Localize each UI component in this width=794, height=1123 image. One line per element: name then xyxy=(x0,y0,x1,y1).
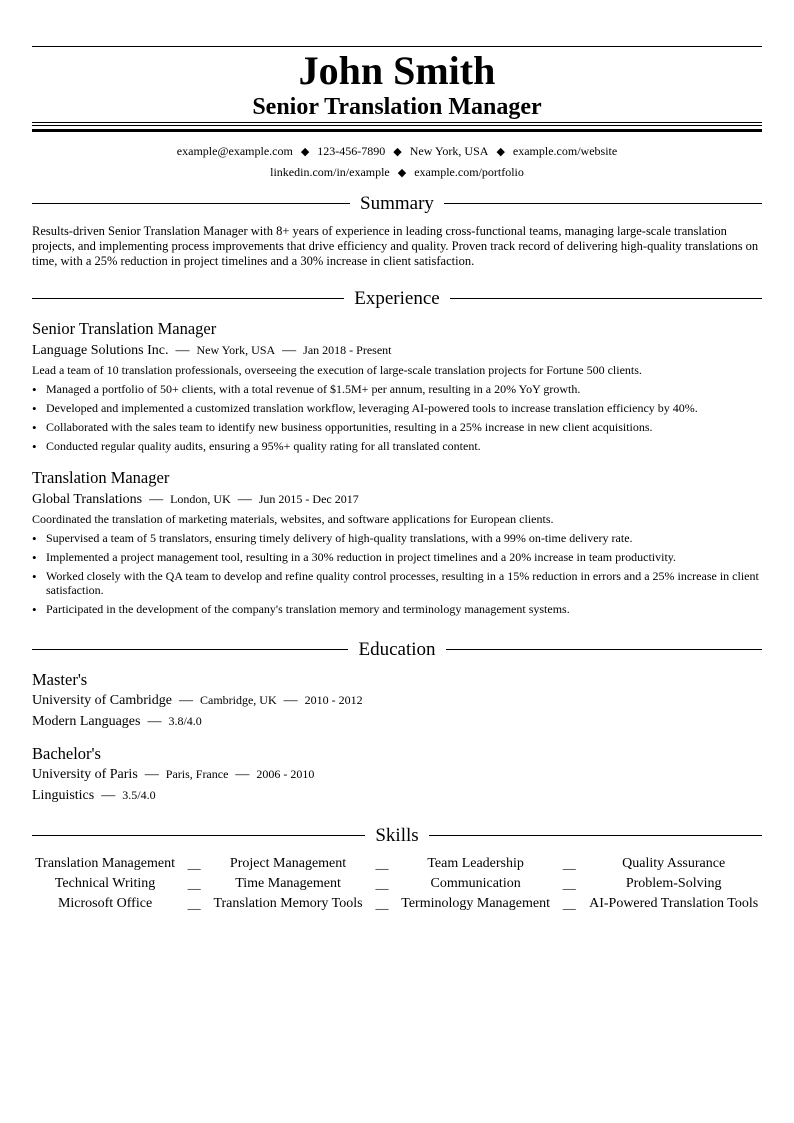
field-of-study: Modern Languages xyxy=(32,714,141,729)
section-title: Summary xyxy=(350,193,444,214)
list-item: • Worked closely with the QA team to develop and refine quality control processes, resulting in a 15% reduction in errors and a 25% increase in client satisfaction. xyxy=(32,569,762,597)
section-title: Education xyxy=(348,639,445,660)
field-of-study: Linguistics xyxy=(32,788,95,803)
section-heading-education xyxy=(32,638,762,662)
skills-table xyxy=(32,854,762,914)
list-item: • Supervised a team of 5 translators, ensuring timely delivery of high-quality translations, with a 99% on-time delivery rate. xyxy=(32,531,762,545)
dash-separator: — xyxy=(144,767,159,782)
contact-line-1 xyxy=(32,143,762,160)
school-location: Cambridge, UK xyxy=(199,693,277,707)
header-rule xyxy=(32,122,762,123)
list-item: • Participated in the development of the company's translation memory and terminology management systems. xyxy=(32,602,762,616)
contact-email[interactable]: example@example.com xyxy=(176,144,293,158)
job-location: London, UK xyxy=(170,492,231,506)
diamond-icon: ◆ xyxy=(496,146,505,158)
education-entry xyxy=(32,744,762,806)
education-field-line xyxy=(32,785,762,806)
dash-separator: — xyxy=(147,714,162,729)
skill-item: Team Leadership xyxy=(427,856,524,871)
skill-item: Project Management xyxy=(229,856,347,871)
company-name: Language Solutions Inc. xyxy=(32,343,169,358)
summary-text: Results-driven Senior Translation Manager with 8+ years of experience in leading cross-functional teams, managing large-scale translation projects, and implementing process improvements that drive efficiency and quality. Proven track record of delivering high-quality translations on time, with a 25% reduction in project timelines and a 30% increase in client satisfaction. xyxy=(32,224,759,268)
dash-separator: — xyxy=(101,788,116,803)
degree: Master's xyxy=(32,670,88,689)
section-heading-experience xyxy=(32,287,762,311)
skill-separator: __ xyxy=(562,876,576,891)
job-dates: Jan 2018 - Present xyxy=(303,343,392,357)
contact-location: New York, USA xyxy=(409,144,489,158)
diamond-icon: ◆ xyxy=(397,167,407,179)
skill-item: Translation Management xyxy=(35,856,175,871)
job-title: Senior Translation Manager xyxy=(32,319,217,338)
experience-entry xyxy=(32,319,762,458)
job-description: Coordinated the translation of marketing materials, websites, and software applications for European clients. xyxy=(32,512,554,526)
diamond-icon: ◆ xyxy=(300,146,310,158)
dash-separator: — xyxy=(237,492,252,507)
skills-row xyxy=(32,874,762,894)
candidate-title: Senior Translation Manager xyxy=(252,94,542,120)
contact-line-2 xyxy=(32,164,762,181)
skill-separator: __ xyxy=(562,856,576,871)
contact-phone[interactable]: 123-456-7890 xyxy=(317,144,386,158)
job-bullets xyxy=(32,382,762,453)
skill-item: Communication xyxy=(430,876,521,891)
section-heading-summary xyxy=(32,192,762,216)
school-name: University of Paris xyxy=(32,767,138,782)
skill-separator: __ xyxy=(375,856,389,871)
education-school-line xyxy=(32,690,762,711)
school-location: Paris, France xyxy=(165,767,229,781)
diamond-icon: ◆ xyxy=(393,146,402,158)
skill-item: Terminology Management xyxy=(401,896,550,911)
job-meta xyxy=(32,490,762,509)
dash-separator: — xyxy=(282,343,297,358)
section-title: Experience xyxy=(344,288,449,309)
list-item: • Collaborated with the sales team to identify new business opportunities, resulting in a 25% increase in new client acquisitions. xyxy=(32,420,762,434)
list-item: • Managed a portfolio of 50+ clients, with a total revenue of $1.5M+ per annum, resulting in a 20% YoY growth. xyxy=(32,382,762,396)
skill-item: Microsoft Office xyxy=(57,896,153,911)
gpa: 3.5/4.0 xyxy=(122,788,156,802)
skill-separator: __ xyxy=(187,856,201,871)
contact-website[interactable]: example.com/website xyxy=(512,144,618,158)
school-name: University of Cambridge xyxy=(32,693,172,708)
job-description: Lead a team of 10 translation professionals, overseeing the execution of large-scale translation projects for Fortune 500 clients. xyxy=(32,363,642,377)
gpa: 3.8/4.0 xyxy=(168,714,202,728)
header-top-rule xyxy=(32,46,762,47)
education-school-line xyxy=(32,764,762,785)
dash-separator: — xyxy=(235,767,250,782)
job-bullets xyxy=(32,531,762,616)
contact-linkedin[interactable]: linkedin.com/in/example xyxy=(270,165,390,179)
list-item: • Implemented a project management tool, resulting in a 30% reduction in project timelines and a 20% increase in team productivity. xyxy=(32,550,762,564)
dash-separator: — xyxy=(175,343,190,358)
school-dates: 2006 - 2010 xyxy=(256,767,315,781)
dash-separator: — xyxy=(178,693,193,708)
contact-portfolio[interactable]: example.com/portfolio xyxy=(414,165,524,179)
list-item: • Developed and implemented a customized translation workflow, leveraging AI-powered tools to increase translation efficiency by 40%. xyxy=(32,401,762,415)
dash-separator: — xyxy=(149,492,164,507)
experience-entry xyxy=(32,468,762,621)
company-name: Global Translations xyxy=(32,492,143,507)
degree: Bachelor's xyxy=(32,744,101,763)
skill-item: AI-Powered Translation Tools xyxy=(589,896,759,911)
skill-item: Quality Assurance xyxy=(622,856,726,871)
school-dates: 2010 - 2012 xyxy=(304,693,363,707)
skills-row xyxy=(32,894,762,914)
skill-item: Problem-Solving xyxy=(625,876,722,891)
education-entry xyxy=(32,670,762,732)
skill-item: Technical Writing xyxy=(54,876,156,891)
job-dates: Jun 2015 - Dec 2017 xyxy=(258,492,359,506)
skills-row xyxy=(32,854,762,874)
skill-item: Time Management xyxy=(235,876,341,891)
job-meta xyxy=(32,341,762,360)
list-item: • Conducted regular quality audits, ensuring a 95%+ quality rating for all translated content. xyxy=(32,439,762,453)
skill-separator: __ xyxy=(562,896,576,911)
education-field-line xyxy=(32,711,762,732)
skill-separator: __ xyxy=(187,876,201,891)
skill-item: Translation Memory Tools xyxy=(213,896,363,911)
section-title: Skills xyxy=(365,825,428,846)
job-title: Translation Manager xyxy=(32,468,170,487)
dash-separator: — xyxy=(283,693,298,708)
header-rule-thick xyxy=(32,129,762,132)
header-rule xyxy=(32,125,762,126)
section-heading-skills xyxy=(32,824,762,848)
candidate-name: John Smith xyxy=(298,48,496,93)
skill-separator: __ xyxy=(187,896,201,911)
skill-separator: __ xyxy=(375,876,389,891)
job-location: New York, USA xyxy=(196,343,276,357)
skill-separator: __ xyxy=(375,896,389,911)
